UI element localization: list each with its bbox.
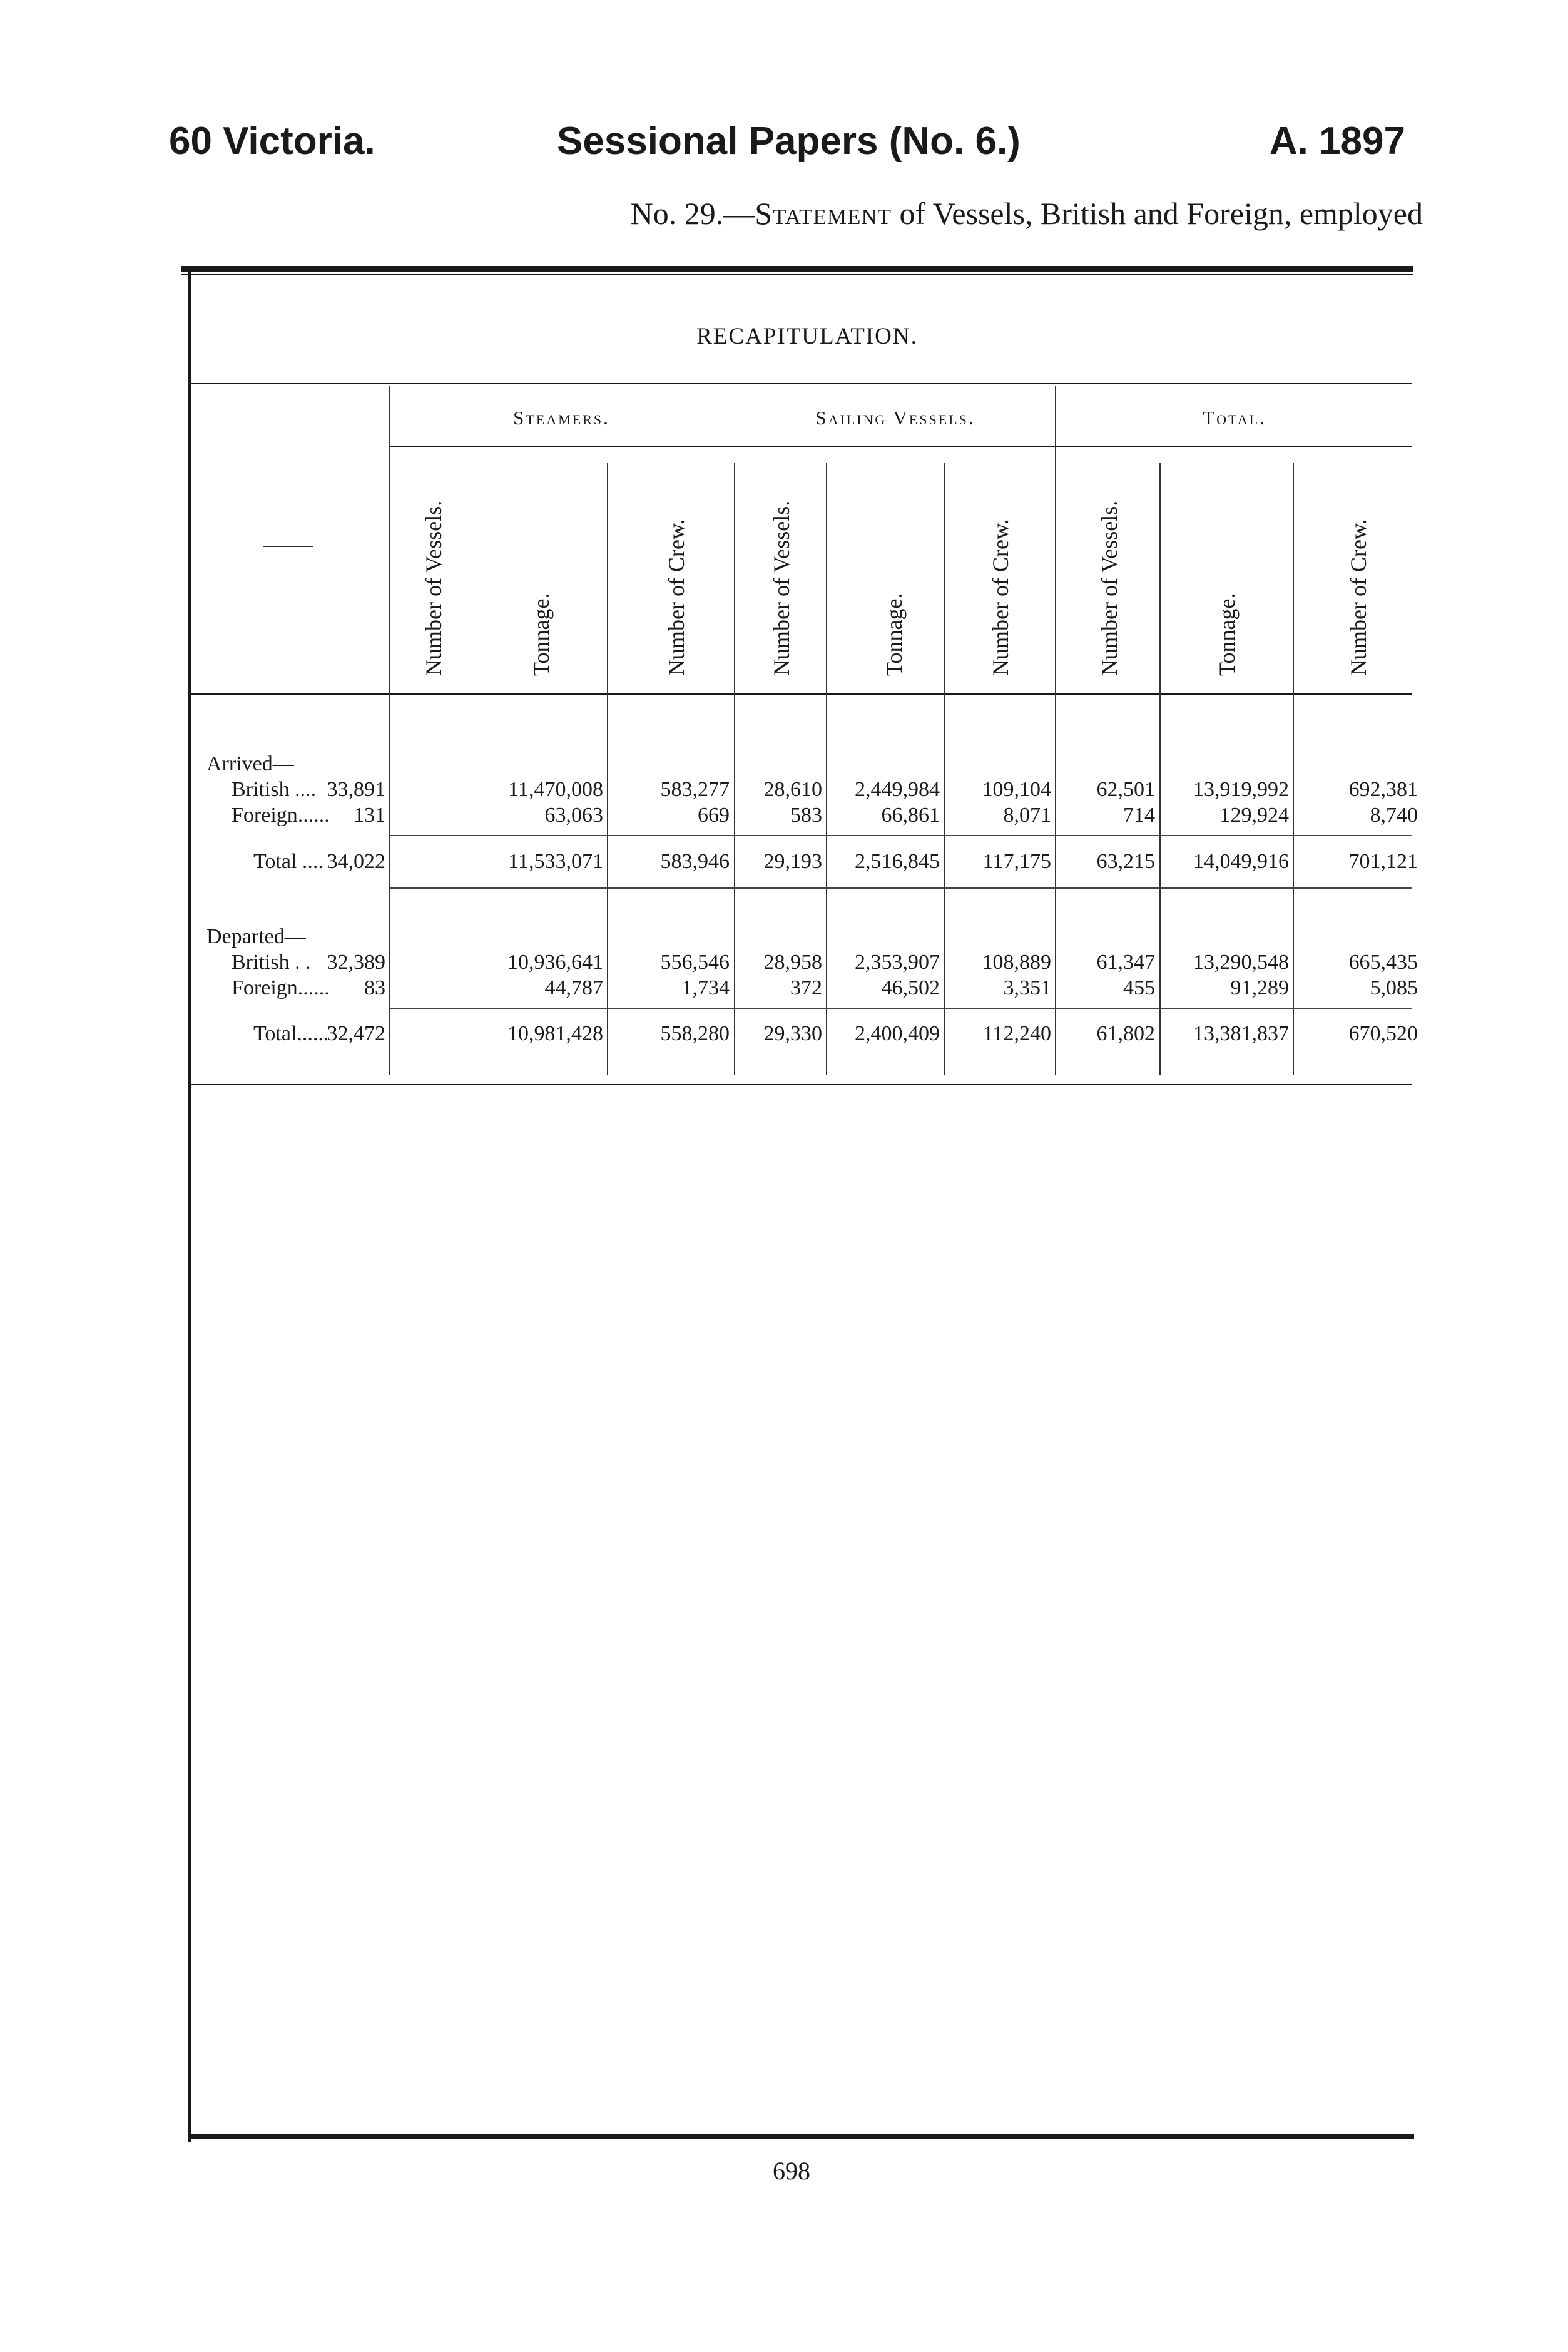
cell-sailing-crew: 117,175 [982,850,1051,873]
cell-steamers-vessels: 34,022 [327,850,385,873]
cell-total-vessels: 63,215 [1096,850,1155,873]
cell-sailing-vessels: 29,193 [763,850,822,873]
cell-steamers-vessels: 32,472 [327,1022,385,1045]
cell-steamers-tonnage: 11,470,008 [508,778,603,801]
cell-steamers-crew: 556,546 [660,951,730,974]
cell-steamers-vessels: 131 [354,804,385,827]
subtotal-rule [389,835,1412,836]
col-steamers-vessels: Number of Vessels. [421,500,446,676]
section-rule [389,887,1412,889]
cell-steamers-crew: 583,946 [660,850,730,873]
left-frame-rule [188,266,191,2142]
col-steamers-tonnage: Tonnage. [529,593,554,676]
col-sailing-tonnage: Tonnage. [882,593,907,676]
col-total-tonnage: Tonnage. [1214,593,1240,676]
cell-sailing-tonnage: 2,400,409 [855,1022,940,1045]
statement-keyword: Statement [755,196,892,231]
col-separator [1159,463,1161,1075]
section-heading-departed: Departed— [206,925,306,948]
group-total: Total. [1203,407,1266,429]
row-label: British .... [232,778,317,801]
cell-steamers-vessels: 33,891 [327,778,385,801]
bottom-frame-rule [188,2134,1414,2139]
session-label: 60 Victoria. [169,120,375,163]
cell-sailing-crew: 108,889 [982,951,1051,974]
cell-steamers-vessels: 83 [364,976,385,1000]
cell-total-tonnage: 91,289 [1230,976,1289,1000]
cell-total-tonnage: 129,924 [1219,804,1289,827]
table-title: RECAPITULATION. [696,324,918,349]
col-separator [1055,386,1056,1075]
row-label: Total .... [253,850,323,873]
cell-sailing-tonnage: 2,353,907 [855,951,940,974]
cell-total-vessels: 61,802 [1096,1022,1155,1045]
cell-steamers-tonnage: 10,936,641 [507,951,603,974]
group-steamers: Steamers. [513,407,610,429]
row-label: Total...... [253,1022,329,1045]
top-double-rule [181,266,1413,272]
row-label: Foreign...... [232,976,330,1000]
statement-title [631,195,1423,232]
col-separator [826,463,827,1075]
cell-steamers-tonnage: 63,063 [544,804,603,827]
cell-sailing-crew: 109,104 [982,778,1051,801]
cell-total-crew: 701,121 [1348,850,1418,873]
cell-total-tonnage: 13,919,992 [1193,778,1289,801]
stub-header-dash [263,546,313,547]
cell-total-crew: 665,435 [1348,951,1418,974]
cell-total-crew: 692,381 [1348,778,1418,801]
cell-sailing-crew: 3,351 [1003,976,1051,1000]
cell-sailing-vessels: 29,330 [763,1022,822,1045]
col-sailing-vessels: Number of Vessels. [769,500,794,676]
cell-sailing-tonnage: 46,502 [881,976,940,1000]
cell-steamers-tonnage: 44,787 [544,976,603,1000]
col-separator [607,463,608,1075]
cell-sailing-tonnage: 66,861 [881,804,940,827]
cell-sailing-vessels: 28,958 [763,951,822,974]
cell-total-vessels: 61,347 [1096,951,1155,974]
cell-total-crew: 5,085 [1370,976,1418,1000]
title-rule [191,383,1412,384]
cell-steamers-crew: 669 [698,804,730,827]
subtotal-rule [389,1008,1412,1009]
cell-sailing-vessels: 28,610 [763,778,822,801]
cell-total-tonnage: 13,290,548 [1193,951,1289,974]
row-label: Foreign...... [232,804,330,827]
cell-steamers-crew: 583,277 [660,778,730,801]
col-total-vessels: Number of Vessels. [1097,500,1122,676]
cell-sailing-vessels: 372 [790,976,822,1000]
sessional-papers-label: Sessional Papers (No. 6.) [557,120,1021,163]
cell-sailing-crew: 112,240 [982,1022,1051,1045]
cell-steamers-tonnage: 11,533,071 [508,850,603,873]
group-sailing-vessels: Sailing Vessels. [815,407,975,429]
col-total-crew: Number of Crew. [1346,519,1371,676]
col-separator [944,463,945,1075]
cell-sailing-crew: 8,071 [1003,804,1051,827]
cell-total-vessels: 714 [1123,804,1155,827]
col-steamers-crew: Number of Crew. [664,519,689,676]
cell-total-vessels: 455 [1123,976,1155,1000]
cell-sailing-tonnage: 2,449,984 [855,778,940,801]
year-label: A. 1897 [1269,120,1405,163]
cell-total-crew: 8,740 [1370,804,1418,827]
cell-total-tonnage: 14,049,916 [1193,850,1289,873]
col-sailing-crew: Number of Crew. [988,519,1013,676]
page-number: 698 [773,2157,810,2185]
cell-steamers-crew: 558,280 [660,1022,730,1045]
cell-total-vessels: 62,501 [1096,778,1155,801]
cell-total-tonnage: 13,381,837 [1193,1022,1289,1045]
table-bottom-rule [191,1084,1412,1085]
header-bottom-rule [191,693,1412,695]
group-rule [389,446,1412,447]
statement-rest: of Vessels, British and Foreign, employed [892,196,1423,231]
cell-steamers-tonnage: 10,981,428 [507,1022,603,1045]
cell-sailing-tonnage: 2,516,845 [855,850,940,873]
cell-steamers-crew: 1,734 [681,976,730,1000]
cell-total-crew: 670,520 [1348,1022,1418,1045]
top-thin-rule [181,274,1413,275]
row-label: British . . [232,951,311,974]
col-separator [1293,463,1294,1075]
section-heading-arrived: Arrived— [206,752,294,775]
cell-steamers-vessels: 32,389 [327,951,385,974]
statement-number: No. 29.— [630,196,755,231]
col-separator [734,463,735,1075]
cell-sailing-vessels: 583 [790,804,822,827]
col-separator [389,386,390,1075]
